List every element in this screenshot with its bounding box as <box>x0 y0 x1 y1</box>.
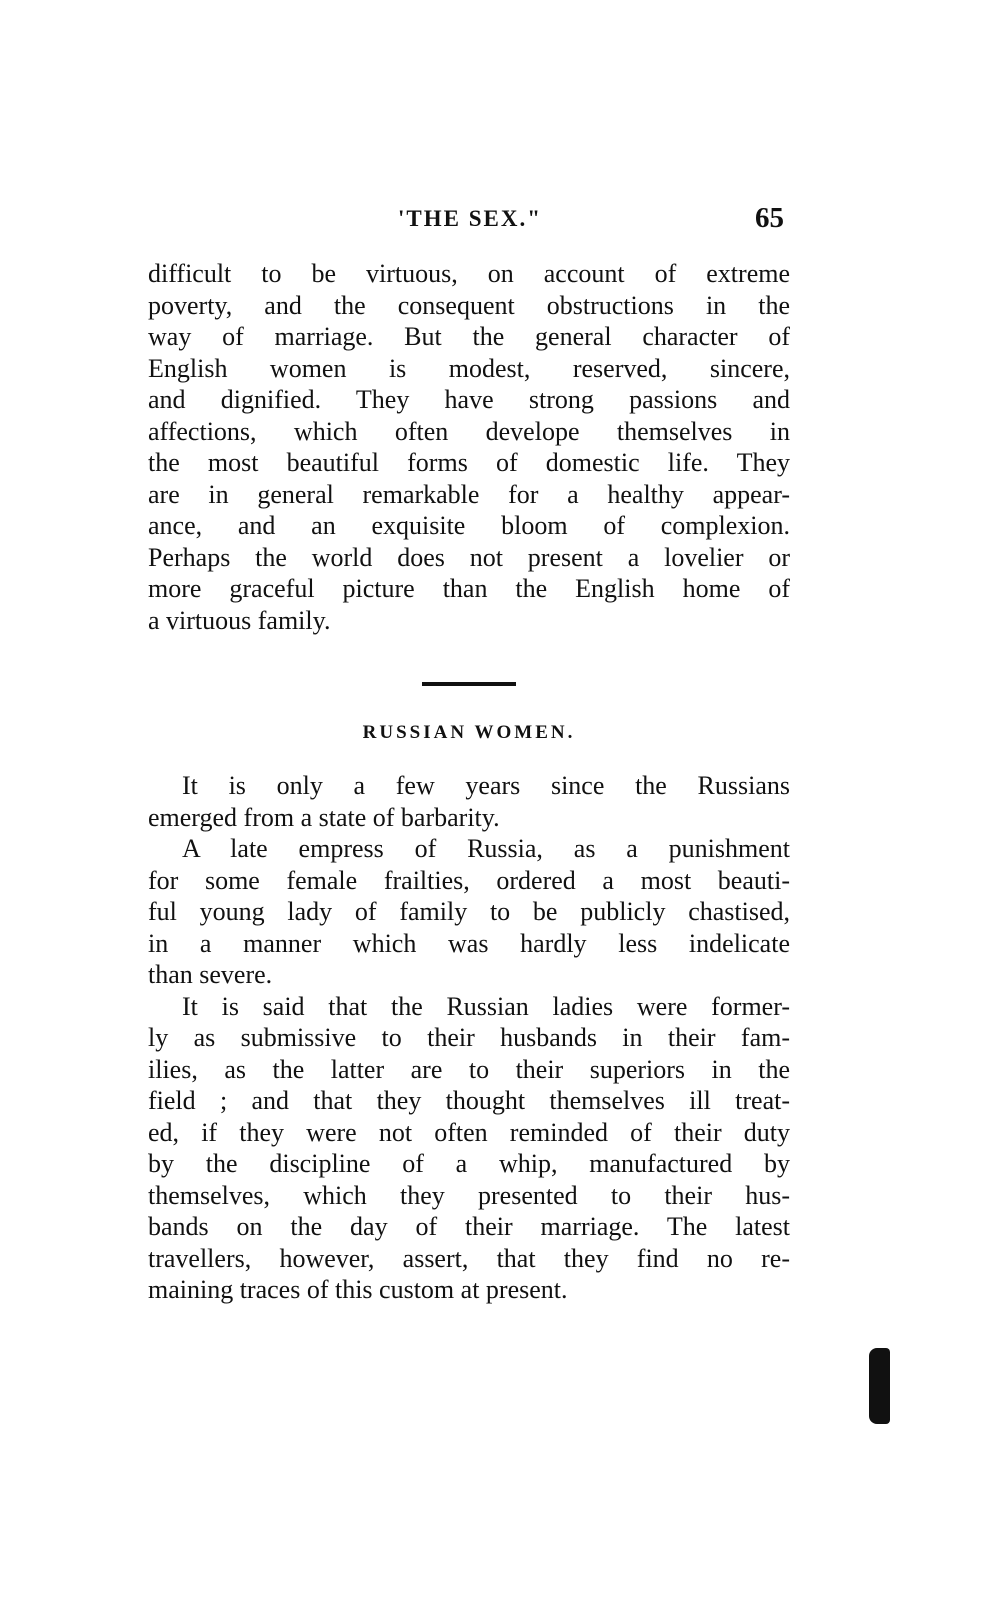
running-title: 'THE SEX." <box>398 206 542 231</box>
top-paragraph <box>148 258 790 636</box>
text-line: poverty, and the consequent obstructions in the <box>148 290 790 320</box>
text-line: English women is modest, reserved, sincere, <box>148 353 790 383</box>
text-line: maining traces of this custom at present. <box>148 1275 568 1304</box>
text-line: way of marriage. But the general character of <box>148 322 790 351</box>
scan-edge-mark <box>869 1348 890 1424</box>
text-line: ilies, as the latter are to their superiors in the <box>148 1054 790 1084</box>
text-line: affections, which often develope themselves in <box>148 416 790 446</box>
text-line: bands on the day of their marriage. The latest <box>148 1212 790 1241</box>
section-divider-rule <box>422 682 516 686</box>
text-line: ly as submissive to their husbands in their fam- <box>148 1023 790 1052</box>
text-line: and dignified. They have strong passions and <box>148 385 790 414</box>
text-line: It is only a few years since the Russians <box>182 771 790 800</box>
text-line: ed, if they were not often reminded of their duty <box>148 1117 790 1147</box>
text-line: themselves, which they presented to their hus- <box>148 1180 790 1210</box>
text-line: ance, and an exquisite bloom of complexion. <box>148 511 790 540</box>
text-line: more graceful picture than the English home of <box>148 574 790 603</box>
text-line: It is said that the Russian ladies were former- <box>182 991 790 1021</box>
running-head <box>148 202 790 242</box>
text-line: by the discipline of a whip, manufactured by <box>148 1149 790 1178</box>
text-line: Perhaps the world does not present a lovelier or <box>148 542 790 572</box>
text-line: in a manner which was hardly less indelicate <box>148 928 790 958</box>
text-line: ful young lady of family to be publicly chastised, <box>148 897 790 926</box>
text-line: field ; and that they thought themselves ill treat- <box>148 1086 790 1115</box>
text-line: emerged from a state of barbarity. <box>148 802 500 832</box>
text-line: than severe. <box>148 960 273 989</box>
text-line: difficult to be virtuous, on account of extreme <box>148 259 790 288</box>
text-line: the most beautiful forms of domestic life. They <box>148 448 790 477</box>
text-line: travellers, however, assert, that they find no re- <box>148 1243 790 1273</box>
russian-women-section <box>148 770 790 1306</box>
text-line: a virtuous family. <box>148 605 331 635</box>
section-heading: RUSSIAN WOMEN. <box>362 722 576 743</box>
text-line: for some female frailties, ordered a most beauti- <box>148 865 790 895</box>
page-number: 65 <box>755 202 784 234</box>
text-line: A late empress of Russia, as a punishment <box>182 834 790 863</box>
text-line: are in general remarkable for a healthy appear- <box>148 479 790 509</box>
